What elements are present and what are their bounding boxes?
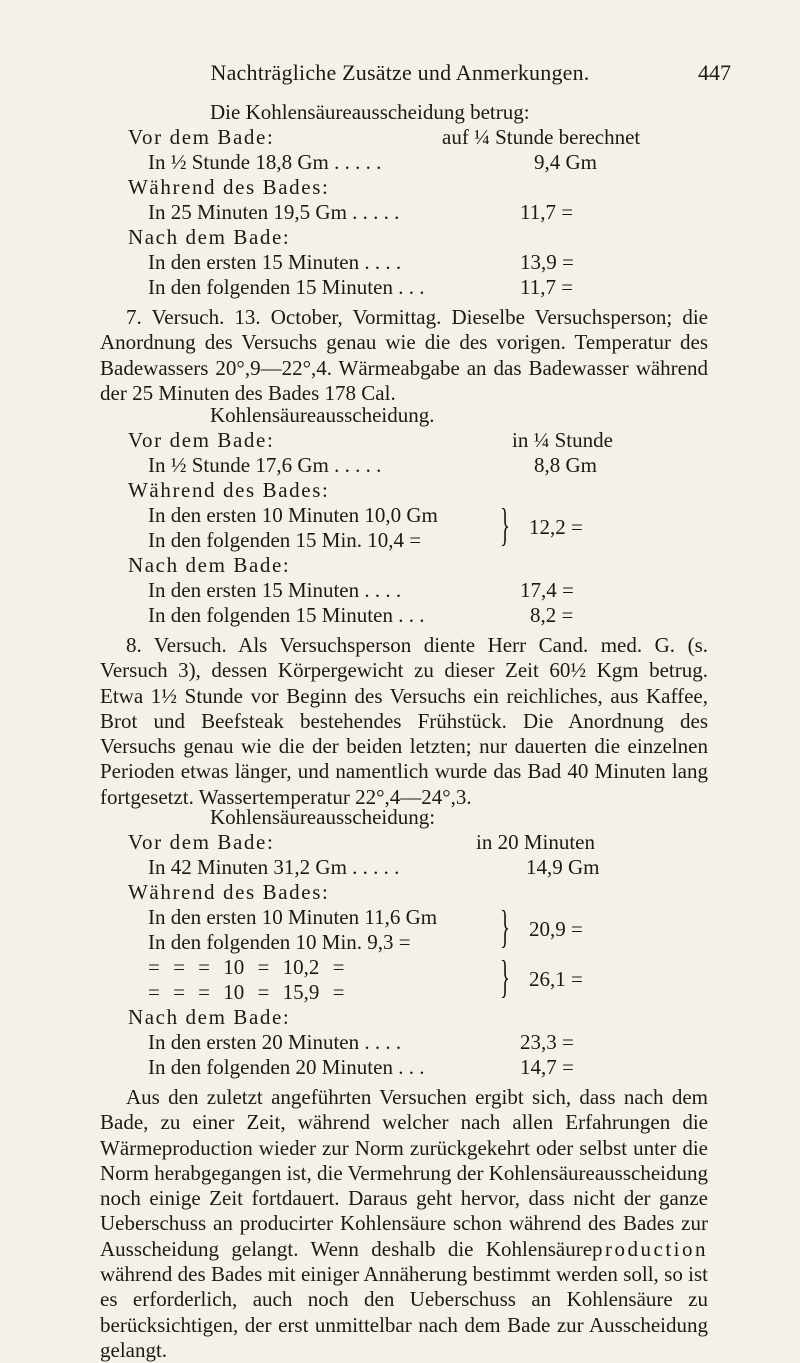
block3-row-1: In den ersten 10 Minuten 11,6 Gm xyxy=(148,905,438,929)
block3-value-a: 20,9 = xyxy=(529,917,583,941)
block1-vor-value: 9,4 Gm xyxy=(534,150,597,174)
block1-nach-row-1: In den ersten 15 Minuten . . . . xyxy=(148,250,402,274)
block3-row-4: = = = 10 = 15,9 = xyxy=(148,980,345,1004)
conclusion-emphasis: production xyxy=(592,1236,708,1261)
block2-nach-row-2: In den folgenden 15 Minuten . . . xyxy=(148,603,425,627)
block1-nach-label: Nach dem Bade: xyxy=(128,225,291,249)
block3-row-3: = = = 10 = 10,2 = xyxy=(148,955,345,979)
page-number: 447 xyxy=(698,60,731,85)
block2-waehrend-value: 12,2 = xyxy=(529,515,583,539)
block2-vor-row: In ½ Stunde 17,6 Gm . . . . . xyxy=(148,453,382,477)
block1-waehrend-row: In 25 Minuten 19,5 Gm . . . . . xyxy=(148,200,400,224)
conclusion-text-2: während des Bades mit einiger Annäherung bestimmt werden soll, so ist es erforderlich, auch noch den Ueberschuss an Kohlensäure zu berücksichtigen, der erst unmittelbar nach dem Bade zur Ausscheidung gelangt. xyxy=(100,1262,708,1362)
block2-nach-value-2: 8,2 = xyxy=(530,603,574,627)
block1-vor-label: Vor dem Bade: xyxy=(128,125,275,149)
block2-waehrend-row-1: In den ersten 10 Minuten 10,0 Gm xyxy=(148,503,438,527)
block2-vor-note: in ¼ Stunde xyxy=(512,428,613,452)
block1-nach-value-1: 13,9 = xyxy=(520,250,574,274)
block1-vor-row: In ½ Stunde 18,8 Gm . . . . . xyxy=(148,150,382,174)
brace-right: } xyxy=(500,901,510,952)
block1-nach-row-2: In den folgenden 15 Minuten . . . xyxy=(148,275,425,299)
block2-waehrend-label: Während des Bades: xyxy=(128,478,330,502)
block3-vor-value: 14,9 Gm xyxy=(526,855,600,879)
versuch-7-paragraph: 7. Versuch. 13. October, Vormittag. Dieselbe Versuchsperson; die Anordnung des Versuchs genau wie die des vorigen. Temperatur des Badewassers 20°,9—22°,4. Wärmeabgabe an das Badewasser während der 25 Minuten des Bades 178 Cal. xyxy=(100,305,708,405)
block1-waehrend-label: Während des Bades: xyxy=(128,175,330,199)
versuch-8-paragraph: 8. Versuch. Als Versuchsperson diente Herr Cand. med. G. (s. Versuch 3), dessen Körpergewicht zu dieser Zeit 60½ Kgm betrug. Etwa 1½ Stunde vor Beginn des Versuchs ein reichliches, aus Kaffee, Brot und Beefsteak bestehendes Frühstück. Die Anordnung des Versuchs genau wie die der beiden letzten; nur dauerten die einzelnen Perioden etwas länger, und namentlich wurde das Bad 40 Minuten lang fortgesetzt. Wassertemperatur 22°,4—24°,3. xyxy=(100,633,708,809)
brace-right: } xyxy=(500,951,510,1002)
block3-vor-note: in 20 Minuten xyxy=(476,830,595,854)
block2-vor-label: Vor dem Bade: xyxy=(128,428,275,452)
block3-vor-label: Vor dem Bade: xyxy=(128,830,275,854)
block2-nach-row-1: In den ersten 15 Minuten . . . . xyxy=(148,578,402,602)
block1-title: Die Kohlensäureausscheidung betrug: xyxy=(210,100,530,124)
block3-nach-value-1: 23,3 = xyxy=(520,1030,574,1054)
brace-right: } xyxy=(500,499,510,550)
block3-nach-label: Nach dem Bade: xyxy=(128,1005,291,1029)
block3-row-2: In den folgenden 10 Min. 9,3 = xyxy=(148,930,411,954)
block1-vor-note: auf ¼ Stunde berechnet xyxy=(442,125,641,149)
block3-waehrend-label: Während des Bades: xyxy=(128,880,330,904)
block1-nach-value-2: 11,7 = xyxy=(520,275,574,299)
conclusion-paragraph xyxy=(100,1085,708,1363)
block3-nach-value-2: 14,7 = xyxy=(520,1055,574,1079)
conclusion-text-1: Aus den zuletzt angeführten Versuchen ergibt sich, dass nach dem Bade, zu einer Zeit, während welcher nach allen Erfahrungen die Wärmeproduction wieder zur Norm zurückgekehrt oder selbst unter die Norm herabgegangen ist, die Vermehrung der Kohlensäureausscheidung noch einige Zeit fortdauert. Daraus geht hervor, dass nicht der ganze Ueberschuss an producirter Kohlensäure schon während des Bades zur Ausscheidung gelangt. Wenn deshalb die Kohlensäure xyxy=(100,1085,708,1261)
block2-nach-label: Nach dem Bade: xyxy=(128,553,291,577)
block1-waehrend-value: 11,7 = xyxy=(520,200,574,224)
block3-nach-row-2: In den folgenden 20 Minuten . . . xyxy=(148,1055,425,1079)
block2-vor-value: 8,8 Gm xyxy=(534,453,597,477)
block2-title: Kohlensäureausscheidung. xyxy=(210,403,435,427)
block3-vor-row: In 42 Minuten 31,2 Gm . . . . . xyxy=(148,855,400,879)
block2-nach-value-1: 17,4 = xyxy=(520,578,574,602)
running-header: Nachträgliche Zusätze und Anmerkungen. xyxy=(210,60,590,85)
block3-value-b: 26,1 = xyxy=(529,967,583,991)
block3-nach-row-1: In den ersten 20 Minuten . . . . xyxy=(148,1030,402,1054)
block3-title: Kohlensäureausscheidung: xyxy=(210,805,436,829)
block2-waehrend-row-2: In den folgenden 15 Min. 10,4 = xyxy=(148,528,422,552)
